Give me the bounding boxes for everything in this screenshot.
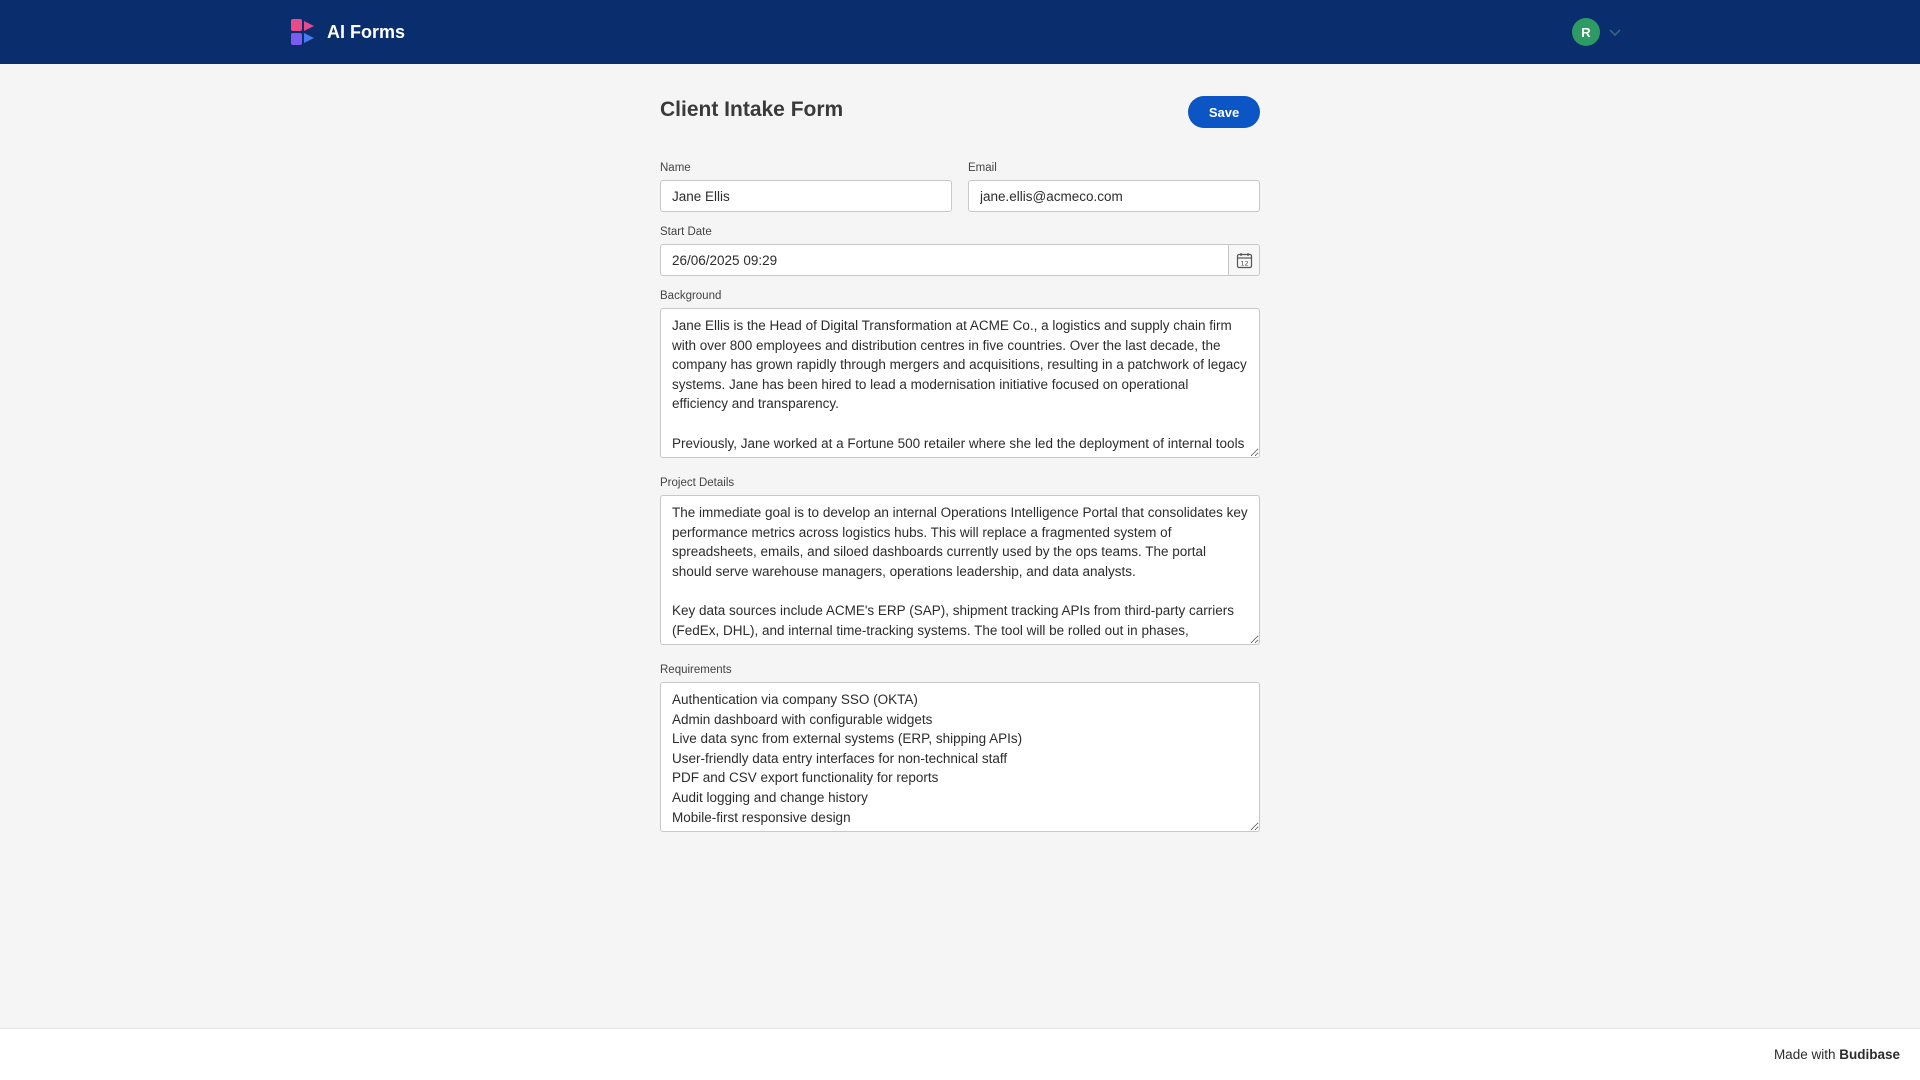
project-details-textarea[interactable]	[660, 495, 1260, 645]
start-date-field-group	[660, 224, 1260, 276]
user-menu[interactable]	[1572, 18, 1622, 46]
email-input[interactable]	[968, 180, 1260, 212]
name-field-group	[660, 160, 952, 212]
project-details-label: Project Details	[660, 477, 735, 489]
brand[interactable]	[291, 0, 405, 64]
start-date-input[interactable]	[660, 244, 1229, 276]
start-date-label: Start Date	[660, 226, 712, 238]
email-field-group	[968, 160, 1260, 212]
avatar[interactable]: R	[1572, 18, 1600, 46]
name-email-row	[660, 160, 1260, 224]
email-label: Email	[968, 162, 997, 174]
requirements-label: Requirements	[660, 664, 732, 676]
background-field-group	[660, 288, 1260, 463]
date-picker	[660, 244, 1260, 276]
page-title: Client Intake Form	[660, 98, 844, 121]
save-button[interactable]: Save	[1188, 96, 1260, 128]
form-header	[660, 64, 1260, 160]
background-textarea[interactable]	[660, 308, 1260, 458]
background-label: Background	[660, 290, 722, 302]
made-with-budibase[interactable]	[1774, 1047, 1900, 1062]
footer-prefix: Made with	[1773, 1047, 1836, 1062]
svg-text:12: 12	[1239, 259, 1249, 267]
footer	[0, 1028, 1920, 1080]
name-input[interactable]	[660, 180, 952, 212]
requirements-textarea[interactable]	[660, 682, 1260, 832]
top-navbar	[0, 0, 1920, 64]
chevron-down-icon[interactable]	[1608, 25, 1622, 39]
name-label: Name	[660, 162, 691, 174]
calendar-button[interactable]	[1229, 244, 1260, 276]
project-details-field-group	[660, 475, 1260, 650]
budibase-logo-icon	[291, 19, 315, 45]
calendar-icon	[1236, 252, 1253, 269]
requirements-field-group	[660, 662, 1260, 837]
footer-brand: Budibase	[1839, 1047, 1900, 1062]
app-title: AI Forms	[327, 21, 406, 42]
client-intake-form	[660, 64, 1260, 849]
